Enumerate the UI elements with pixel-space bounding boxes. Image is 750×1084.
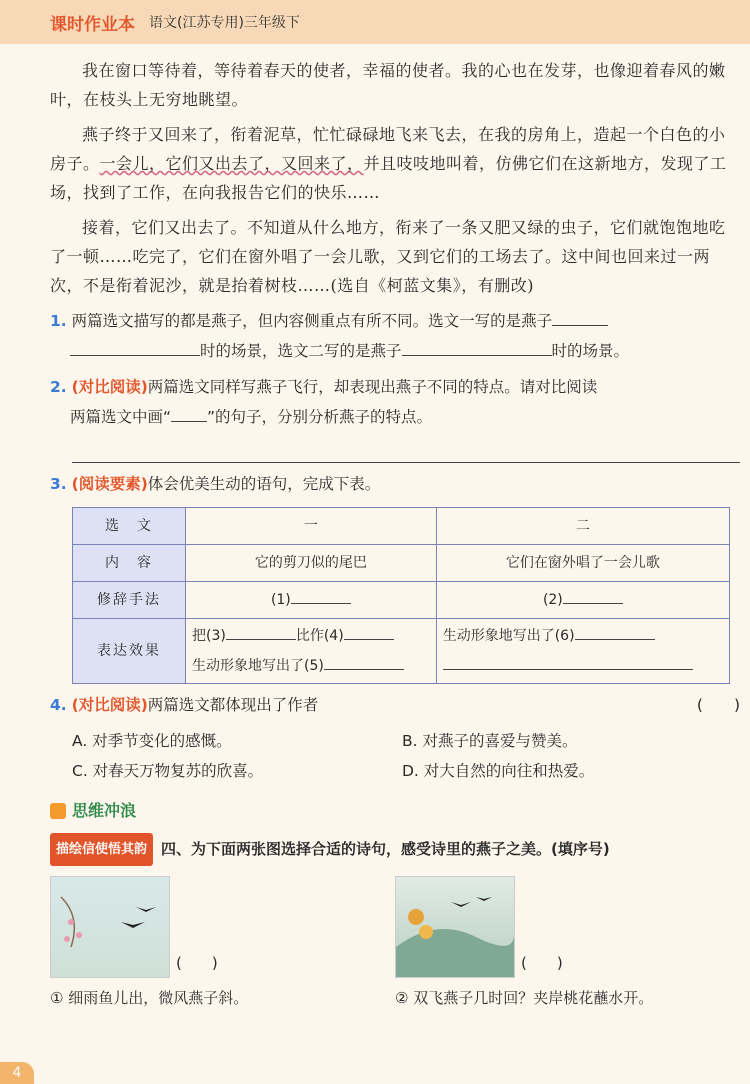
landscape-illustration bbox=[396, 877, 514, 977]
question-1 bbox=[50, 306, 740, 366]
options-list bbox=[72, 726, 740, 786]
answer-paren[interactable]: ( ) bbox=[176, 954, 218, 972]
question-text: 时的场景，选文二写的是燕子 bbox=[200, 342, 402, 360]
question-text: ”的句子，分别分析燕子的特点。 bbox=[207, 408, 433, 426]
table-cell: 它的剪刀似的尾巴 bbox=[186, 545, 437, 582]
table-cell: 一 bbox=[186, 508, 437, 545]
question-number: 4. bbox=[50, 696, 67, 714]
answer-blank[interactable] bbox=[291, 585, 351, 604]
table-cell: 它们在窗外唱了一会儿歌 bbox=[436, 545, 729, 582]
option-c[interactable]: C. 对春天万物复苏的欣喜。 bbox=[72, 762, 264, 780]
swallow-peach-picture bbox=[395, 876, 515, 978]
page-number: 4 bbox=[0, 1062, 34, 1084]
poem-1: ① 细雨鱼儿出，微风燕子斜。 bbox=[50, 989, 249, 1007]
part-text: 四、为下面两张图选择合适的诗句，感受诗里的燕子之美。(填序号) bbox=[161, 840, 610, 858]
passage-paragraph bbox=[50, 120, 740, 207]
answer-paren[interactable]: ( ) bbox=[696, 696, 740, 714]
picture-1-group bbox=[50, 876, 395, 978]
picture-row bbox=[50, 876, 740, 978]
question-number: 1. bbox=[50, 312, 67, 330]
poem-row bbox=[50, 984, 740, 1013]
subject-label: 语文(江苏专用)三年级下 bbox=[149, 15, 300, 31]
question-number: 2. bbox=[50, 378, 67, 396]
question-number: 3. bbox=[50, 475, 67, 493]
table-header: 内 容 bbox=[73, 545, 186, 582]
question-4 bbox=[50, 690, 740, 720]
question-text: 时的场景。 bbox=[551, 342, 630, 360]
passage-paragraph: 接着，它们又出去了。不知道从什么地方，衔来了一条又肥又绿的虫子，它们就饱饱地吃了一顿……吃完了，它们在窗外唱了一会儿歌，又到它们的工场去了。这中间也回来过一两次，不是衔着泥沙，就是抬着树枝……(选自《柯蓝文集》，有删改) bbox=[50, 218, 726, 295]
question-text: 两篇选文描写的都是燕子，但内容侧重点有所不同。选文一写的是燕子 bbox=[71, 312, 553, 330]
table-header: 选 文 bbox=[73, 508, 186, 545]
answer-line[interactable] bbox=[72, 432, 740, 463]
question-text: 两篇选文中画“ bbox=[70, 408, 172, 426]
answer-blank[interactable] bbox=[563, 585, 623, 604]
question-text: 两篇选文都体现出了作者 bbox=[147, 696, 319, 714]
poem-2: ② 双飞燕子几时回？夹岸桃花蘸水开。 bbox=[395, 989, 654, 1007]
option-d[interactable]: D. 对大自然的向往和热爱。 bbox=[402, 762, 595, 780]
option-b[interactable]: B. 对燕子的喜爱与赞美。 bbox=[402, 732, 578, 750]
blank-label: (1) bbox=[270, 592, 291, 608]
table-cell bbox=[436, 582, 729, 619]
section-label: 思维冲浪 bbox=[72, 801, 137, 820]
answer-blank[interactable] bbox=[443, 651, 693, 670]
answer-blank[interactable] bbox=[324, 651, 404, 670]
picture-2-group bbox=[395, 876, 740, 978]
wave-icon bbox=[50, 803, 66, 819]
blank-label: 生动形象地写出了(6) bbox=[442, 628, 575, 644]
swallow-rain-picture bbox=[50, 876, 170, 978]
answer-blank[interactable] bbox=[70, 337, 200, 356]
table-cell bbox=[186, 582, 437, 619]
passage-text: 燕子终于又回来了，衔着泥草，忙忙碌碌地飞来飞去，在我的房角上，造起一个白色的小房子。 bbox=[50, 125, 726, 173]
answer-blank[interactable] bbox=[344, 621, 394, 640]
blank-label: 生动形象地写出了(5) bbox=[192, 658, 324, 674]
option-a[interactable]: A. 对季节变化的感慨。 bbox=[72, 732, 232, 750]
question-tag: (对比阅读) bbox=[71, 696, 148, 714]
table-cell bbox=[436, 619, 729, 684]
brand-title: 课时作业本 bbox=[50, 14, 135, 35]
question-text: 体会优美生动的语句，完成下表。 bbox=[147, 475, 381, 493]
table-header: 修辞手法 bbox=[73, 582, 186, 619]
wavy-marker bbox=[171, 403, 207, 422]
question-tag: (阅读要素) bbox=[71, 475, 148, 493]
passage-paragraph: 我在窗口等待着，等待着春天的使者，幸福的使者。我的心也在发芽，也像迎着春风的嫩叶，在枝头上无穷地眺望。 bbox=[50, 61, 726, 109]
page-content bbox=[50, 44, 740, 1013]
part-badge: 描绘信使悟其韵 bbox=[50, 833, 153, 866]
answer-paren[interactable]: ( ) bbox=[521, 954, 563, 972]
question-tag: (对比阅读) bbox=[71, 378, 148, 396]
underlined-sentence: 一会儿，它们又出去了，又回来了， bbox=[99, 154, 364, 173]
blank-label: 把(3) bbox=[192, 628, 226, 644]
part-4-heading bbox=[50, 833, 740, 866]
table-cell: 二 bbox=[436, 508, 729, 545]
answer-blank[interactable] bbox=[552, 307, 608, 326]
table-cell bbox=[186, 619, 437, 684]
question-2 bbox=[50, 372, 740, 463]
rhetoric-table bbox=[72, 507, 730, 684]
swallow-illustration bbox=[51, 877, 169, 977]
table-header: 表达效果 bbox=[73, 619, 186, 684]
answer-blank[interactable] bbox=[226, 621, 296, 640]
passage-text: 并且吱吱地叫着，仿佛它们在这新地方，发现了工场，找到了工作，在向我报告它们的快乐…… bbox=[50, 154, 727, 202]
question-text: 两篇选文同样写燕子飞行，却表现出燕子不同的特点。请对比阅读 bbox=[147, 378, 598, 396]
page-header bbox=[0, 0, 750, 44]
blank-label: 比作(4) bbox=[295, 628, 344, 644]
blank-label: (2) bbox=[542, 592, 563, 608]
section-title bbox=[50, 796, 740, 825]
answer-blank[interactable] bbox=[575, 621, 655, 640]
answer-blank[interactable] bbox=[402, 337, 552, 356]
question-3 bbox=[50, 469, 740, 499]
